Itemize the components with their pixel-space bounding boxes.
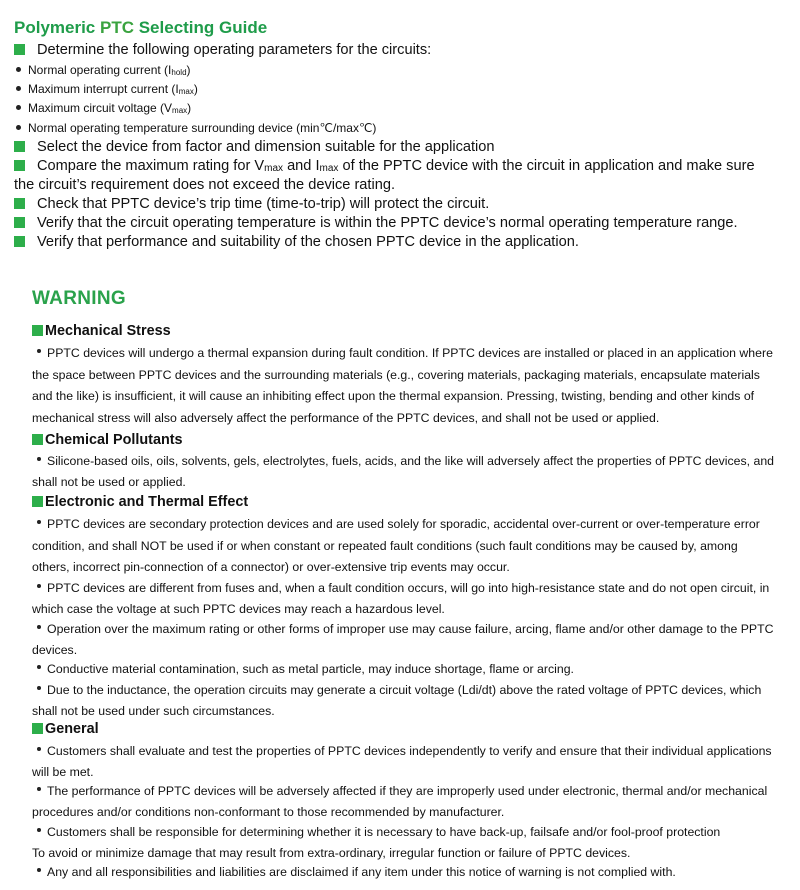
guide-step-temperature [14,214,738,233]
green-square-bullet-icon [14,44,25,55]
electronic-paragraph-2 [32,578,776,619]
guide-param-vmax [16,100,191,119]
param3-text: Maximum circuit voltage (V [28,101,173,115]
param1-text: Normal operating current (I [28,63,172,77]
step3-text: Check that PPTC device’s trip time (time-to-trip) will protect the circuit. [37,196,490,212]
guide-title-part1: Polymeric [14,18,100,37]
green-square-bullet-icon [14,141,25,152]
chemical-text: Silicone-based oils, oils, solvents, gels, electrolytes, fuels, acids, and the like will adversely affect the properties of PPTC devices, and shall not be used or applied. [32,454,775,489]
guide-param-hold [16,62,191,81]
step2-text-b: and I [283,158,320,174]
step2-text-c: of the PPTC device with the circuit in application and make sure [338,158,755,174]
guide-step-trip [14,195,489,214]
guide-step-compare [14,157,755,178]
general-p3-line2: To avoid or minimize damage that may result from extra-ordinary, irregular function or failure of PPTC devices. [32,845,631,860]
warning-title: WARNING [32,288,126,309]
step1-text: Select the device from factor and dimension suitable for the application [37,139,495,155]
electronic-thermal-heading [32,493,248,512]
mechanical-text: PPTC devices will undergo a thermal expansion during fault condition. If PPTC devices are installed or placed in an application where the space between PPTC devices and the surrounding materials (e.g., covering materials, packaging materials, encapsulate materials and the like) is insufficient, it will cause an inhibiting effect upon the thermal expansion. Pressing, twisting, bending and other kinds of mechanical stress will also adversely affect the performance of the PPTC devices, and shall not be used or applied. [32,346,773,425]
param3-end: ) [187,101,192,115]
bullet-dot-icon [16,125,21,130]
general-paragraph-2 [32,781,776,822]
param3-sub: max [172,106,188,115]
electronic-paragraph-4 [32,659,776,680]
guide-title [14,17,267,39]
guide-title-part2: PTC [100,18,134,37]
green-square-bullet-icon [32,496,43,507]
green-square-bullet-icon [14,198,25,209]
guide-step-select [14,138,495,157]
guide-title-part3: Selecting Guide [134,18,268,37]
chemical-pollutants-heading [32,431,183,450]
bullet-dot-icon [16,105,21,110]
green-square-bullet-icon [14,236,25,247]
mechanical-stress-heading [32,322,171,341]
general-paragraph-3 [32,822,776,863]
electronic-p3-text: Operation over the maximum rating or other forms of improper use may cause failure, arcing, flame and/or other damage to the PPTC devices. [32,622,774,657]
param1-end: ) [186,63,191,77]
bullet-dot-icon [16,86,21,91]
guide-intro-text: Determine the following operating parameters for the circuits: [37,42,432,58]
general-paragraph-1 [32,741,776,782]
param2-sub: max [178,87,194,96]
step5-text: Verify that performance and suitability of the chosen PPTC device in the application. [37,234,579,250]
step2-text-a: Compare the maximum rating for V [37,158,265,174]
electronic-p4-text: Conductive material contamination, such as metal particle, may induce shortage, flame or arcing. [47,662,574,676]
guide-intro [14,41,431,60]
param2-end: ) [193,82,198,96]
electronic-paragraph-1 [32,514,776,579]
electronic-p2-text: PPTC devices are different from fuses and, when a fault condition occurs, will go into high-resistance state and do not open circuit, in which case the voltage at such PPTC devices may reach a hazardous level. [32,581,770,616]
electronic-paragraph-3 [32,619,776,660]
guide-step-compare-continued: the circuit’s requirement does not exceed the device rating. [14,177,396,193]
param4-text: Normal operating temperature surrounding device (min℃/max℃) [28,121,377,135]
electronic-heading-text: Electronic and Thermal Effect [45,494,249,510]
mechanical-heading-text: Mechanical Stress [45,323,171,339]
green-square-bullet-icon [14,217,25,228]
chemical-pollutants-paragraph [32,451,776,492]
guide-param-imax [16,81,198,100]
step2-sub1: max [264,163,284,174]
param1-sub: hold [171,68,187,77]
green-square-bullet-icon [32,434,43,445]
general-p4-text: Any and all responsibilities and liabilities are disclaimed if any item under this notice of warning is not complied with. [47,865,676,879]
step4-text: Verify that the circuit operating temperature is within the PPTC device’s normal operating temperature range. [37,215,738,231]
param2-text: Maximum interrupt current (I [28,82,179,96]
bullet-dot-icon [16,67,21,72]
general-p3-line1: Customers shall be responsible for determining whether it is necessary to have back-up, failsafe and/or fool-proof protection [47,825,721,839]
green-square-bullet-icon [32,723,43,734]
electronic-p5-text: Due to the inductance, the operation circuits may generate a circuit voltage (Ldi/dt) above the rated voltage of PPTC devices, which shall not be used under such circumstances. [32,683,762,718]
general-p2-text: The performance of PPTC devices will be adversely affected if they are improperly used under electronic, thermal and/or mechanical procedures and/or conditions non-conformant to those recommended by manufacturer. [32,784,768,819]
general-heading [32,720,99,739]
step2-sub2: max [319,163,339,174]
chemical-heading-text: Chemical Pollutants [45,432,183,448]
green-square-bullet-icon [14,160,25,171]
guide-step-verify [14,233,579,252]
green-square-bullet-icon [32,325,43,336]
electronic-paragraph-5 [32,680,776,721]
general-p1-text: Customers shall evaluate and test the properties of PPTC devices independently to verify and ensure that their individual applications will be met. [32,744,772,779]
mechanical-stress-paragraph [32,343,776,429]
general-heading-text: General [45,721,99,737]
electronic-p1-text: PPTC devices are secondary protection devices and are used solely for sporadic, accidental over-current or over-temperature error condition, and shall NOT be used if or when constant or repeated fault conditions (such fault conditions may be caused by, among others, incorrect pin-connection of a connector) or over-extensive trip events may occur. [32,517,760,574]
general-paragraph-4 [32,862,776,883]
guide-param-temp [16,120,376,137]
